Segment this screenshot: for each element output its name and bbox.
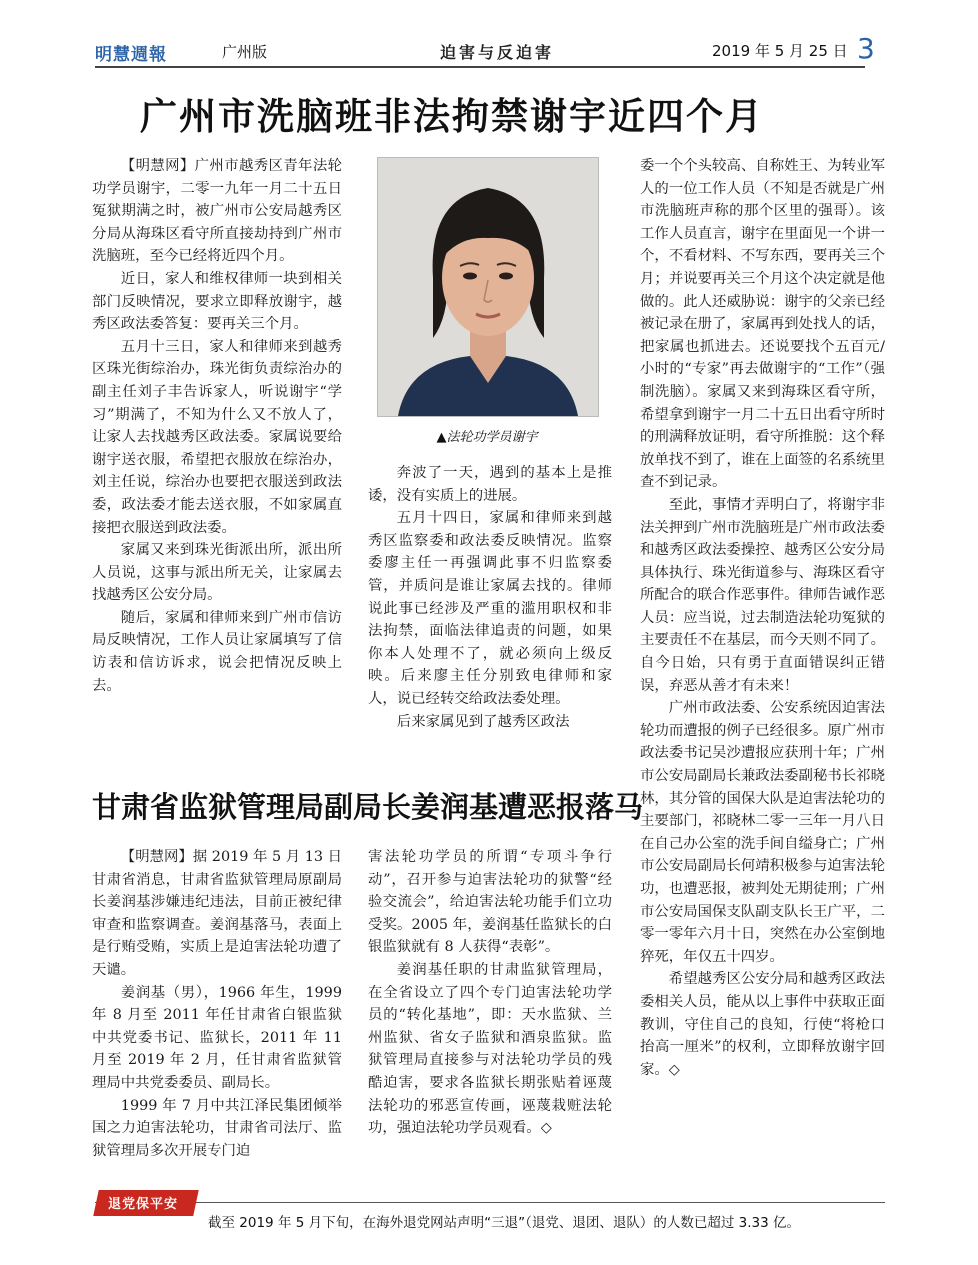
masthead-brand: 明慧週報 [95,45,167,65]
article2-paragraph: 【明慧网】据 2019 年 5 月 13 日甘肃省消息，甘肃省监狱管理局原副局长姜润基涉嫌违纪违法，目前正被纪律审查和监察调查。姜润基落马，表面上是行贿受贿，实质上是迫害法轮功遭了天谴。 [92,849,342,978]
article1-column-3 [640,155,885,1081]
article2-paragraph: 姜润基（男），1966 年生，1999 年 8 月至 2011 年任甘肃省白银监狱中共党委书记、监狱长，2011 年 11 月至 2019 年 2 月，任甘肃省监狱管理局中共党委委员、副局长。 [92,984,342,1091]
article1-paragraph: 广州市政法委、公安系统因迫害法轮功而遭报的例子已经很多。原广州市政法委书记吴沙遭报应获刑十年；广州市公安局副局长兼政法委副秘书长祁晓林，其分管的国保大队是迫害法轮功的主要部门，祁晓林二零一三年一月八日在自己办公室的洗手间自缢身亡；广州市公安局副局长何靖积极参与迫害法轮功，也遭恶报，被判处无期徒刑；广州市公安局国保支队副支队长王广平，二零一零年六月十日，突然在办公室倒地猝死，年仅五十四岁。 [640,700,885,965]
article1-paragraph: 随后，家属和律师来到广州市信访局反映情况，工作人员让家属填写了信访表和信访诉求，说会把情况反映上去。 [92,609,342,694]
article2-paragraph: 1999 年 7 月中共江泽民集团倾举国之力迫害法轮功，甘肃省司法厅、监狱管理局多次开展专门迫 [92,1097,342,1159]
article1-title: 广州市洗脑班非法拘禁谢宇近四个月 [140,94,764,138]
article2-paragraph: 害法轮功学员的所谓“专项斗争行动”，召开参与迫害法轮功的狱警“经验交流会”，给迫害法轮功能手们立功受奖。2005 年，姜润基任监狱长的白银监狱就有 8 人获得“表彰”。 [368,849,612,956]
article1-paragraph: 委一个个头较高、自称姓王、为转业军人的一位工作人员（不知是否就是广州市洗脑班声称的那个区里的强哥）。该工作人员直言，谢宇在里面见一个讲一个，不看材料、不写东西，要再关三个月；并说要再关三个月这个决定就是他做的。此人还威胁说：谢宇的父亲已经被记录在册了，家属再到处找人的话，把家属也抓进去。还说要找个五百元/小时的“专家”再去做谢宇的“工作”（强制洗脑）。家属又来到海珠区看守所，希望拿到谢宇一月二十五日出看守所时的刑满释放证明，看守所推脱：这个释放单找不到了，谁在上面签的名系统里查不到记录。 [640,158,885,491]
article1-column-2 [368,462,612,733]
article2-column-2 [368,846,612,1140]
article1-paragraph: 【明慧网】广州市越秀区青年法轮功学员谢宇，二零一九年一月二十五日冤狱期满之时，被广州市公安局越秀区分局从海珠区看守所直接劫持到广州市洗脑班，至今已经将近四个月。 [92,158,342,265]
article1-paragraph: 后来家属见到了越秀区政法 [396,713,570,730]
issue-date: 2019 年 5 月 25 日 [712,42,848,60]
article1-paragraph: 家属又来到珠光街派出所，派出所人员说，这事与派出所无关，让家属去找越秀区公安分局。 [92,542,342,604]
article1-paragraph: 至此，事情才弄明白了，将谢宇非法关押到广州市洗脑班是广州市政法委和越秀区政法委操控、越秀区公安分局具体执行、珠光街道参与、海珠区看守所配合的联合作恶事件。律师告诫作恶人员：应当说，过去制造法轮功冤狱的主要责任不在基层，而今天则不同了。自今日始，只有勇于直面错误纠正错误，弃恶从善才有未来！ [640,496,885,694]
photo-caption: ▲法轮功学员谢宇 [436,430,538,445]
article2-column-1 [92,846,342,1162]
article1-paragraph: 希望越秀区公安分局和越秀区政法委相关人员，能从以上事件中获取正面教训，守住自己的良知，行使“将枪口抬高一厘米”的权利，立即释放谢宇回家。◇ [640,971,885,1078]
article2-title: 甘肃省监狱管理局副局长姜润基遭恶报落马 [92,790,644,824]
article1-paragraph: 五月十四日，家属和律师来到越秀区监察委和政法委反映情况。监察委廖主任一再强调此事不归监察委管，并质问是谁让家属去找的。律师说此事已经涉及严重的滥用职权和非法拘禁，面临法律追责的问题，如果你本人处理不了，就必须向上级反映。后来廖主任分别致电律师和家人，说已经转交给政法委处理。 [368,510,612,707]
footer-rule [95,1202,885,1203]
edition-label: 广州版 [222,43,268,61]
section-title: 迫害与反迫害 [440,43,555,62]
header-rule [95,66,865,68]
page-number: 3 [857,32,875,65]
footer-notice: 截至 2019 年 5 月下旬，在海外退党网站声明“三退”（退党、退团、退队）的人数已超过 3.33 亿。 [208,1215,800,1231]
portrait-photo [377,157,599,417]
article1-paragraph: 奔波了一天，遇到的基本上是推诿，没有实质上的进展。 [368,465,612,504]
footer-badge: 退党保平安 [108,1197,179,1212]
article1-paragraph: 五月十三日，家人和律师来到越秀区珠光街综治办，珠光街负责综治办的副主任刘子丰告诉家人，听说谢宇“学习”期满了，不知为什么又不放人了，让家人去找越秀区政法委。家属说要给谢宇送衣服，希望把衣服放在综治办，刘主任说，综治办也要把衣服送到政法委，政法委才能去送衣服，不如家属直接把衣服送到政法委。 [92,338,342,536]
article2-paragraph: 姜润基任职的甘肃监狱管理局，在全省设立了四个专门迫害法轮功学员的“转化基地”，即：天水监狱、兰州监狱、省女子监狱和酒泉监狱。监狱管理局直接参与对法轮功学员的残酷迫害，要求各监狱长期张贴着诬蔑法轮功的邪恶宣传画，诬蔑栽赃法轮功，强迫法轮功学员观看。◇ [368,961,612,1137]
article1-paragraph: 近日，家人和维权律师一块到相关部门反映情况，要求立即释放谢宇，越秀区政法委答复：要再关三个月。 [92,270,342,333]
article1-column-1 [92,155,342,697]
